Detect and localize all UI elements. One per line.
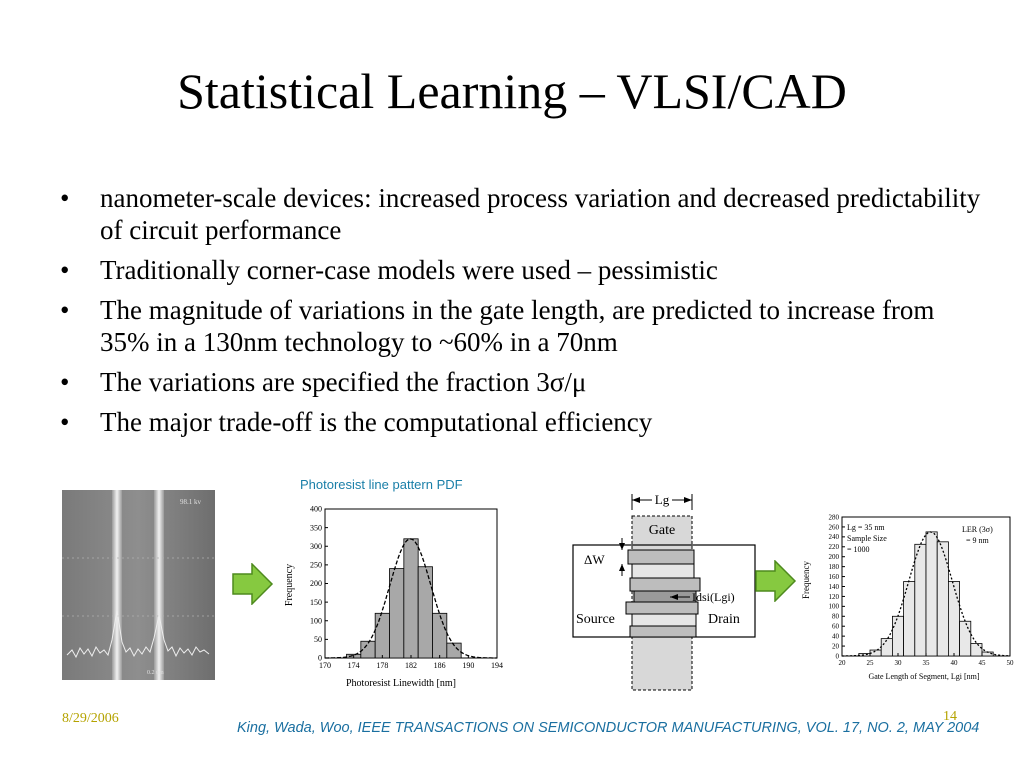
bullet-item	[58, 182, 988, 246]
y-tick-label: 120	[828, 592, 839, 601]
y-tick-label: 0	[835, 652, 839, 661]
slide-title: Statistical Learning – VLSI/CAD	[177, 63, 847, 119]
histogram-bar	[926, 532, 937, 656]
histogram-bar	[418, 567, 432, 658]
x-tick-label: 40	[950, 659, 958, 667]
y-tick-label: 200	[310, 579, 322, 589]
histogram-bar	[390, 569, 404, 658]
histogram-bar	[948, 582, 959, 656]
x-axis-label: Photoresist Linewidth [nm]	[346, 678, 456, 689]
y-tick-label: 0	[318, 653, 322, 663]
page-number: 14	[943, 709, 957, 724]
bullet-text: Traditionally corner-case models were used – pessimistic	[100, 255, 718, 285]
source-label: Source	[576, 612, 615, 627]
bullet-text: The variations are specified the fraction 3σ/μ	[100, 367, 587, 397]
y-tick-label: 280	[828, 513, 839, 522]
y-tick-label: 80	[832, 612, 839, 621]
drain-label: Drain	[708, 612, 740, 627]
device-diagram	[570, 488, 770, 693]
bullet-text: The magnitude of variations in the gate length, are predicted to increase from 35% in a 130nm technology to ~60% in a 70nm	[100, 295, 935, 357]
y-tick-label: 220	[828, 543, 839, 552]
x-tick-label: 194	[491, 661, 503, 670]
arrow-right-icon	[232, 563, 274, 605]
gate-label: Gate	[648, 523, 676, 538]
footer-date: 8/29/2006	[62, 711, 119, 726]
y-tick-label: 400	[310, 504, 322, 514]
y-tick-label: 100	[310, 616, 322, 626]
x-tick-label: 25	[866, 659, 874, 667]
gate-length-histogram	[800, 508, 1015, 688]
chart-annotation: = 9 nm	[966, 536, 989, 545]
y-tick-label: 40	[832, 632, 839, 641]
histogram-bar	[404, 539, 418, 658]
x-tick-label: 182	[405, 661, 417, 670]
x-tick-label: 186	[433, 661, 446, 670]
y-tick-label: 260	[828, 523, 839, 532]
x-axis-label: Gate Length of Segment, Lgi [nm]	[868, 672, 980, 681]
bullet-text: The major trade-off is the computational efficiency	[100, 407, 653, 437]
histogram-bar	[433, 613, 447, 658]
current-label: Idsi(Lgi)	[692, 590, 735, 604]
bullet-item	[58, 294, 988, 358]
y-tick-label: 160	[828, 572, 839, 581]
y-tick-label: 150	[310, 597, 322, 607]
bullet-item	[58, 254, 988, 286]
photoresist-histogram	[283, 500, 513, 695]
y-tick-label: 60	[832, 622, 839, 631]
x-tick-label: 50	[1006, 659, 1014, 667]
histogram-bar	[960, 621, 971, 656]
sem-micrograph	[62, 490, 215, 680]
y-tick-label: 240	[828, 533, 839, 542]
figure-caption: Photoresist line pattern PDF	[300, 477, 463, 492]
x-tick-label: 30	[894, 659, 902, 667]
delta-w-label: ΔW	[584, 552, 605, 567]
chart-annotation: Lg = 35 nm	[847, 523, 885, 532]
histogram-bar	[881, 639, 892, 656]
histogram-bar	[937, 542, 948, 656]
bullet-symbol: •	[60, 295, 70, 325]
bullet-item	[58, 366, 988, 398]
histogram-bar	[375, 613, 389, 658]
histogram-bar	[971, 644, 982, 656]
x-tick-label: 45	[978, 659, 986, 667]
y-tick-label: 300	[310, 541, 322, 551]
y-axis-label: Frequency	[284, 563, 295, 607]
x-tick-label: 178	[376, 661, 389, 670]
chart-annotation: = 1000	[847, 545, 870, 554]
x-tick-label: 170	[319, 661, 331, 670]
x-tick-label: 20	[838, 659, 846, 667]
bullet-symbol: •	[60, 367, 70, 397]
citation: King, Wada, Woo, IEEE TRANSACTIONS ON SEMICONDUCTOR MANUFACTURING, VOL. 17, NO. 2, MAY 2004	[237, 720, 980, 736]
y-tick-label: 200	[828, 553, 839, 562]
y-tick-label: 180	[828, 562, 839, 571]
y-tick-label: 250	[310, 560, 322, 570]
bullet-symbol: •	[60, 183, 70, 213]
histogram-bar	[915, 544, 926, 656]
arrow-right-icon	[755, 560, 797, 602]
sem-scale-label: 98.1 kv	[180, 498, 201, 506]
histogram-bar	[859, 654, 870, 656]
y-tick-label: 350	[310, 523, 322, 533]
y-tick-label: 20	[832, 642, 839, 651]
y-tick-label: 50	[314, 635, 322, 645]
sem-scale-bar-label: 0.2 um	[147, 670, 164, 676]
chart-annotation: Sample Size	[847, 534, 887, 543]
x-tick-label: 174	[347, 661, 360, 670]
histogram-bar	[892, 616, 903, 656]
x-tick-label: 35	[922, 659, 930, 667]
y-tick-label: 100	[828, 602, 839, 611]
bullet-list	[58, 182, 988, 446]
bullet-item	[58, 406, 988, 438]
y-axis-label: Frequency	[801, 561, 811, 599]
chart-annotation: LER (3σ)	[962, 525, 993, 534]
y-tick-label: 140	[828, 582, 839, 591]
lg-label: Lg	[654, 492, 670, 507]
bullet-symbol: •	[60, 407, 70, 437]
bullet-symbol: •	[60, 255, 70, 285]
bullet-text: nanometer-scale devices: increased process variation and decreased predictability of circuit performance	[100, 183, 981, 245]
x-tick-label: 190	[462, 661, 475, 670]
